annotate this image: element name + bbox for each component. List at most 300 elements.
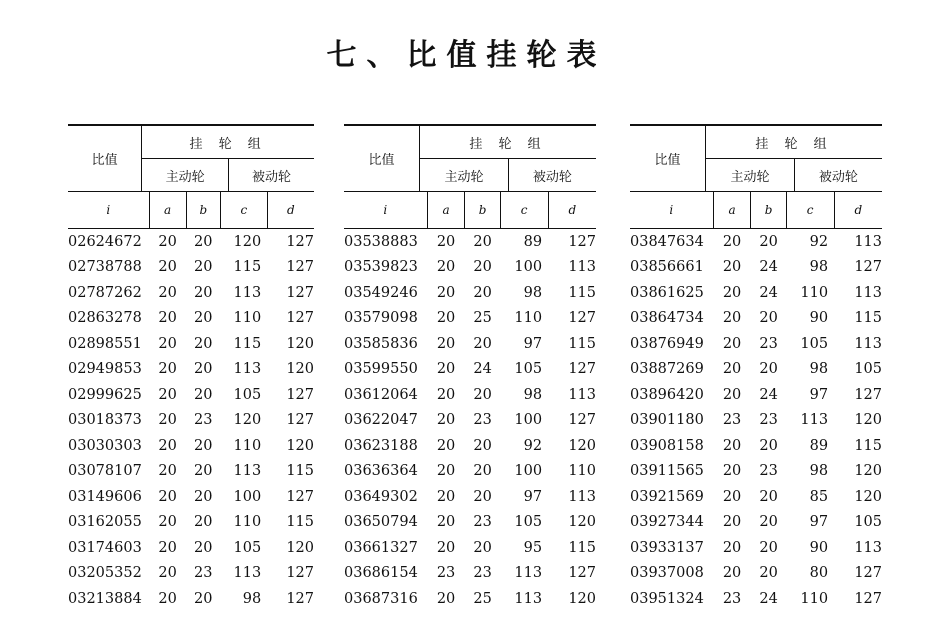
ratio-cell: 03687316	[344, 590, 418, 607]
symbol-c: c	[500, 192, 548, 229]
gear-a-cell: 20	[436, 539, 456, 556]
gear-table-panel-1	[68, 124, 314, 612]
gear-b-cell: 23	[473, 412, 492, 429]
gear-b-cell: 20	[194, 514, 213, 531]
ratio-cell: 03636364	[344, 463, 418, 480]
ratio-cell: 03937008	[630, 565, 704, 582]
gear-a-cell: 20	[722, 310, 742, 327]
gear-d-cell: 127	[568, 310, 596, 327]
gear-d-cell: 115	[286, 514, 314, 531]
gear-b-cell: 20	[194, 335, 213, 352]
gear-d-cell: 115	[568, 284, 596, 301]
gear-a-cell: 20	[158, 335, 177, 352]
gear-a-cell: 20	[158, 565, 177, 582]
table-row	[68, 459, 314, 485]
gear-d-cell: 115	[854, 310, 882, 327]
gear-b-cell: 20	[473, 488, 492, 505]
gear-d-cell: 127	[286, 565, 314, 582]
gear-a-cell: 23	[436, 565, 456, 582]
ratio-cell: 03933137	[630, 539, 704, 556]
gear-d-cell: 127	[854, 590, 882, 607]
gear-d-cell: 127	[286, 233, 314, 250]
gear-b-cell: 20	[194, 284, 213, 301]
ratio-cell: 03149606	[68, 488, 142, 505]
symbol-b: b	[186, 192, 220, 229]
gear-a-cell: 20	[436, 259, 456, 276]
symbol-d: d	[834, 192, 882, 229]
gear-b-cell: 20	[759, 514, 778, 531]
ratio-cell: 03549246	[344, 284, 418, 301]
gear-b-cell: 24	[759, 284, 778, 301]
gear-c-cell: 85	[809, 488, 829, 505]
gear-a-cell: 20	[722, 437, 742, 454]
ratio-cell: 03205352	[68, 565, 142, 582]
driving-gear-header: 主动轮	[142, 159, 229, 192]
gear-a-cell: 20	[436, 463, 456, 480]
gear-c-cell: 97	[809, 514, 829, 531]
driven-gear-header: 被动轮	[228, 159, 314, 192]
ratio-cell: 02738788	[68, 259, 142, 276]
gear-a-cell: 20	[436, 361, 456, 378]
gear-d-cell: 105	[854, 514, 882, 531]
ratio-cell: 02787262	[68, 284, 142, 301]
gear-d-cell: 127	[854, 386, 882, 403]
ratio-cell: 03174603	[68, 539, 142, 556]
ratio-cell: 03623188	[344, 437, 418, 454]
table-row	[344, 408, 596, 434]
gear-a-cell: 20	[436, 310, 456, 327]
table-row	[344, 255, 596, 281]
table-row	[344, 535, 596, 561]
gear-d-cell: 127	[568, 412, 596, 429]
gear-a-cell: 20	[722, 335, 742, 352]
symbol-a: a	[713, 192, 751, 229]
gear-d-cell: 120	[568, 590, 596, 607]
table-row	[630, 561, 882, 587]
ratio-cell: 03650794	[344, 514, 418, 531]
gear-b-cell: 20	[473, 284, 492, 301]
gear-a-cell: 20	[436, 514, 456, 531]
ratio-cell: 03539823	[344, 259, 418, 276]
ratio-cell: 03686154	[344, 565, 418, 582]
gear-b-cell: 20	[194, 386, 213, 403]
gear-b-cell: 20	[194, 361, 213, 378]
ratio-cell: 03579098	[344, 310, 418, 327]
ratio-cell: 03649302	[344, 488, 418, 505]
ratio-header: 比值	[630, 125, 706, 192]
ratio-cell: 03887269	[630, 361, 704, 378]
gear-d-cell: 127	[286, 488, 314, 505]
ratio-cell: 03538883	[344, 233, 418, 250]
gear-c-cell: 97	[523, 335, 543, 352]
gear-c-cell: 97	[523, 488, 543, 505]
gear-c-cell: 113	[514, 565, 543, 582]
table-row	[68, 229, 314, 255]
gear-c-cell: 110	[800, 284, 829, 301]
gear-b-cell: 23	[473, 514, 492, 531]
gear-d-cell: 115	[568, 539, 596, 556]
gear-d-cell: 115	[854, 437, 882, 454]
gear-c-cell: 115	[233, 335, 262, 352]
gear-b-cell: 20	[194, 590, 213, 607]
gear-b-cell: 25	[473, 590, 492, 607]
gear-b-cell: 23	[759, 412, 778, 429]
gear-a-cell: 20	[158, 437, 177, 454]
gear-b-cell: 25	[473, 310, 492, 327]
table-row	[68, 306, 314, 332]
gear-d-cell: 127	[854, 565, 882, 582]
gear-c-cell: 98	[809, 463, 829, 480]
gear-a-cell: 20	[436, 335, 456, 352]
gear-a-cell: 20	[158, 539, 177, 556]
gear-b-cell: 24	[759, 386, 778, 403]
gear-c-cell: 120	[233, 233, 262, 250]
gear-a-cell: 20	[158, 259, 177, 276]
gear-d-cell: 120	[286, 539, 314, 556]
gear-d-cell: 120	[286, 335, 314, 352]
symbol-row	[344, 192, 596, 229]
ratio-cell: 03018373	[68, 412, 142, 429]
table-row	[630, 535, 882, 561]
ratio-cell: 03622047	[344, 412, 418, 429]
gear-c-cell: 113	[514, 590, 543, 607]
gear-d-cell: 120	[854, 463, 882, 480]
table-row	[68, 535, 314, 561]
gear-d-cell: 127	[286, 386, 314, 403]
gear-a-cell: 20	[436, 233, 456, 250]
symbol-b: b	[465, 192, 500, 229]
ratio-cell: 03951324	[630, 590, 704, 607]
gear-b-cell: 20	[194, 233, 213, 250]
table-row	[68, 586, 314, 612]
gear-d-cell: 127	[854, 259, 882, 276]
gear-a-cell: 20	[158, 361, 177, 378]
table-row	[630, 408, 882, 434]
table-row	[68, 255, 314, 281]
gear-a-cell: 20	[436, 488, 456, 505]
ratio-cell: 03078107	[68, 463, 142, 480]
table-row	[344, 229, 596, 255]
ratio-cell: 03030303	[68, 437, 142, 454]
gear-a-cell: 20	[722, 233, 742, 250]
gear-c-cell: 95	[523, 539, 543, 556]
driven-gear-header: 被动轮	[508, 159, 596, 192]
table-row	[344, 357, 596, 383]
data-table	[68, 229, 314, 612]
ratio-cell: 03213884	[68, 590, 142, 607]
gear-table-panel-2	[344, 124, 596, 612]
gear-c-cell: 100	[233, 488, 262, 505]
ratio-cell: 03901180	[630, 412, 704, 429]
gear-b-cell: 20	[473, 233, 492, 250]
gear-c-cell: 98	[523, 284, 543, 301]
gear-a-cell: 20	[436, 284, 456, 301]
gear-d-cell: 113	[854, 233, 882, 250]
gear-b-cell: 20	[473, 437, 492, 454]
symbol-i: i	[344, 192, 427, 229]
table-row	[630, 357, 882, 383]
table-row	[344, 586, 596, 612]
gear-a-cell: 20	[158, 590, 177, 607]
gear-a-cell: 20	[722, 488, 742, 505]
gear-d-cell: 113	[854, 284, 882, 301]
table-header	[68, 124, 314, 192]
ratio-cell: 02898551	[68, 335, 142, 352]
gear-d-cell: 127	[568, 361, 596, 378]
gear-c-cell: 110	[514, 310, 543, 327]
gear-b-cell: 20	[194, 539, 213, 556]
gear-b-cell: 24	[473, 361, 492, 378]
gear-c-cell: 105	[233, 386, 262, 403]
table-row	[344, 382, 596, 408]
gear-b-cell: 20	[473, 539, 492, 556]
gear-a-cell: 20	[158, 514, 177, 531]
table-row	[344, 484, 596, 510]
gear-b-cell: 20	[759, 488, 778, 505]
gear-b-cell: 20	[473, 386, 492, 403]
gear-c-cell: 89	[523, 233, 543, 250]
symbol-row	[68, 192, 314, 229]
table-row	[68, 484, 314, 510]
gear-a-cell: 20	[436, 437, 456, 454]
gear-d-cell: 120	[286, 361, 314, 378]
symbol-i: i	[68, 192, 149, 229]
gear-a-cell: 20	[722, 514, 742, 531]
ratio-cell: 03864734	[630, 310, 704, 327]
gear-c-cell: 110	[800, 590, 829, 607]
gear-b-cell: 20	[759, 539, 778, 556]
gear-d-cell: 115	[286, 463, 314, 480]
gear-d-cell: 127	[286, 284, 314, 301]
gear-c-cell: 100	[514, 463, 543, 480]
gear-a-cell: 20	[722, 386, 742, 403]
ratio-cell: 02999625	[68, 386, 142, 403]
table-row	[344, 459, 596, 485]
ratio-cell: 03162055	[68, 514, 142, 531]
ratio-cell: 03612064	[344, 386, 418, 403]
table-row	[630, 280, 882, 306]
gear-d-cell: 120	[854, 488, 882, 505]
gear-c-cell: 105	[514, 514, 543, 531]
table-row	[68, 510, 314, 536]
gear-d-cell: 113	[854, 335, 882, 352]
gear-d-cell: 105	[854, 361, 882, 378]
page-title: 七、比值挂轮表	[326, 38, 607, 73]
table-row	[630, 510, 882, 536]
gear-b-cell: 20	[194, 437, 213, 454]
ratio-header: 比值	[344, 125, 420, 192]
gear-c-cell: 97	[809, 386, 829, 403]
symbol-d: d	[548, 192, 596, 229]
gear-a-cell: 20	[436, 386, 456, 403]
table-header	[344, 124, 596, 192]
gear-c-cell: 98	[523, 386, 543, 403]
gear-d-cell: 127	[286, 412, 314, 429]
table-row	[344, 306, 596, 332]
gear-b-cell: 20	[473, 259, 492, 276]
gear-c-cell: 110	[233, 310, 262, 327]
data-table	[344, 229, 596, 612]
table-row	[344, 510, 596, 536]
table-row	[68, 408, 314, 434]
table-row	[630, 331, 882, 357]
data-table	[630, 229, 882, 612]
ratio-cell: 03599550	[344, 361, 418, 378]
gear-d-cell: 127	[568, 565, 596, 582]
gear-c-cell: 90	[809, 310, 829, 327]
gear-group-header: 挂 轮 组	[420, 125, 596, 159]
gear-a-cell: 20	[722, 463, 742, 480]
ratio-cell: 03921569	[630, 488, 704, 505]
table-row	[68, 357, 314, 383]
gear-a-cell: 20	[722, 259, 742, 276]
gear-a-cell: 20	[158, 412, 177, 429]
gear-a-cell: 20	[722, 284, 742, 301]
table-row	[68, 280, 314, 306]
gear-a-cell: 20	[158, 233, 177, 250]
symbol-b: b	[751, 192, 786, 229]
gear-table-panel-3	[630, 124, 882, 612]
gear-d-cell: 115	[568, 335, 596, 352]
gear-c-cell: 92	[523, 437, 543, 454]
gear-b-cell: 20	[759, 310, 778, 327]
symbol-row	[630, 192, 882, 229]
gear-c-cell: 113	[233, 565, 262, 582]
gear-a-cell: 20	[722, 361, 742, 378]
gear-b-cell: 20	[473, 335, 492, 352]
gear-b-cell: 24	[759, 259, 778, 276]
gear-b-cell: 23	[759, 463, 778, 480]
gear-d-cell: 113	[568, 488, 596, 505]
table-row	[630, 255, 882, 281]
symbol-c: c	[786, 192, 834, 229]
gear-a-cell: 20	[436, 590, 456, 607]
gear-d-cell: 113	[568, 386, 596, 403]
ratio-cell: 03911565	[630, 463, 704, 480]
table-header	[630, 124, 882, 192]
gear-b-cell: 20	[473, 463, 492, 480]
table-row	[68, 561, 314, 587]
driven-gear-header: 被动轮	[794, 159, 882, 192]
symbol-a: a	[427, 192, 465, 229]
gear-c-cell: 105	[514, 361, 543, 378]
gear-a-cell: 23	[722, 590, 742, 607]
gear-c-cell: 105	[233, 539, 262, 556]
gear-d-cell: 127	[568, 233, 596, 250]
gear-group-header: 挂 轮 组	[142, 125, 314, 159]
table-row	[344, 280, 596, 306]
gear-b-cell: 23	[194, 412, 213, 429]
gear-b-cell: 23	[473, 565, 492, 582]
gear-a-cell: 20	[722, 539, 742, 556]
gear-c-cell: 100	[514, 412, 543, 429]
gear-c-cell: 98	[242, 590, 262, 607]
gear-b-cell: 23	[759, 335, 778, 352]
gear-c-cell: 100	[514, 259, 543, 276]
ratio-cell: 02624672	[68, 233, 142, 250]
gear-b-cell: 24	[759, 590, 778, 607]
gear-b-cell: 20	[759, 437, 778, 454]
table-row	[344, 561, 596, 587]
gear-c-cell: 120	[233, 412, 262, 429]
ratio-header: 比值	[68, 125, 142, 192]
symbol-i: i	[630, 192, 713, 229]
gear-d-cell: 120	[568, 437, 596, 454]
ratio-cell: 03861625	[630, 284, 704, 301]
table-row	[68, 331, 314, 357]
gear-c-cell: 98	[809, 259, 829, 276]
gear-a-cell: 20	[158, 386, 177, 403]
gear-b-cell: 20	[759, 361, 778, 378]
table-row	[68, 433, 314, 459]
symbol-a: a	[149, 192, 186, 229]
gear-c-cell: 113	[800, 412, 829, 429]
gear-c-cell: 89	[809, 437, 829, 454]
gear-d-cell: 127	[286, 310, 314, 327]
gear-a-cell: 20	[436, 412, 456, 429]
ratio-cell: 03661327	[344, 539, 418, 556]
table-row	[630, 433, 882, 459]
ratio-cell: 03908158	[630, 437, 704, 454]
table-row	[344, 433, 596, 459]
gear-d-cell: 113	[854, 539, 882, 556]
gear-b-cell: 20	[194, 259, 213, 276]
gear-d-cell: 127	[286, 259, 314, 276]
gear-d-cell: 127	[286, 590, 314, 607]
ratio-cell: 03585836	[344, 335, 418, 352]
driving-gear-header: 主动轮	[706, 159, 795, 192]
ratio-cell: 02863278	[68, 310, 142, 327]
gear-a-cell: 20	[722, 565, 742, 582]
symbol-d: d	[267, 192, 314, 229]
gear-d-cell: 113	[568, 259, 596, 276]
table-row	[630, 229, 882, 255]
ratio-cell: 02949853	[68, 361, 142, 378]
gear-c-cell: 98	[809, 361, 829, 378]
gear-c-cell: 80	[809, 565, 829, 582]
gear-a-cell: 20	[158, 310, 177, 327]
gear-c-cell: 113	[233, 463, 262, 480]
gear-c-cell: 92	[809, 233, 829, 250]
gear-c-cell: 110	[233, 514, 262, 531]
table-row	[68, 382, 314, 408]
ratio-cell: 03876949	[630, 335, 704, 352]
gear-c-cell: 113	[233, 284, 262, 301]
ratio-cell: 03847634	[630, 233, 704, 250]
symbol-c: c	[221, 192, 268, 229]
gear-c-cell: 113	[233, 361, 262, 378]
gear-d-cell: 120	[854, 412, 882, 429]
gear-b-cell: 20	[759, 233, 778, 250]
driving-gear-header: 主动轮	[420, 159, 509, 192]
gear-d-cell: 120	[568, 514, 596, 531]
gear-d-cell: 110	[568, 463, 596, 480]
gear-a-cell: 23	[722, 412, 742, 429]
gear-b-cell: 20	[194, 310, 213, 327]
gear-b-cell: 20	[194, 488, 213, 505]
ratio-cell: 03856661	[630, 259, 704, 276]
gear-d-cell: 120	[286, 437, 314, 454]
gear-b-cell: 20	[194, 463, 213, 480]
table-row	[344, 331, 596, 357]
gear-a-cell: 20	[158, 463, 177, 480]
gear-c-cell: 105	[800, 335, 829, 352]
table-row	[630, 484, 882, 510]
ratio-cell: 03927344	[630, 514, 704, 531]
gear-c-cell: 90	[809, 539, 829, 556]
gear-a-cell: 20	[158, 284, 177, 301]
table-row	[630, 459, 882, 485]
